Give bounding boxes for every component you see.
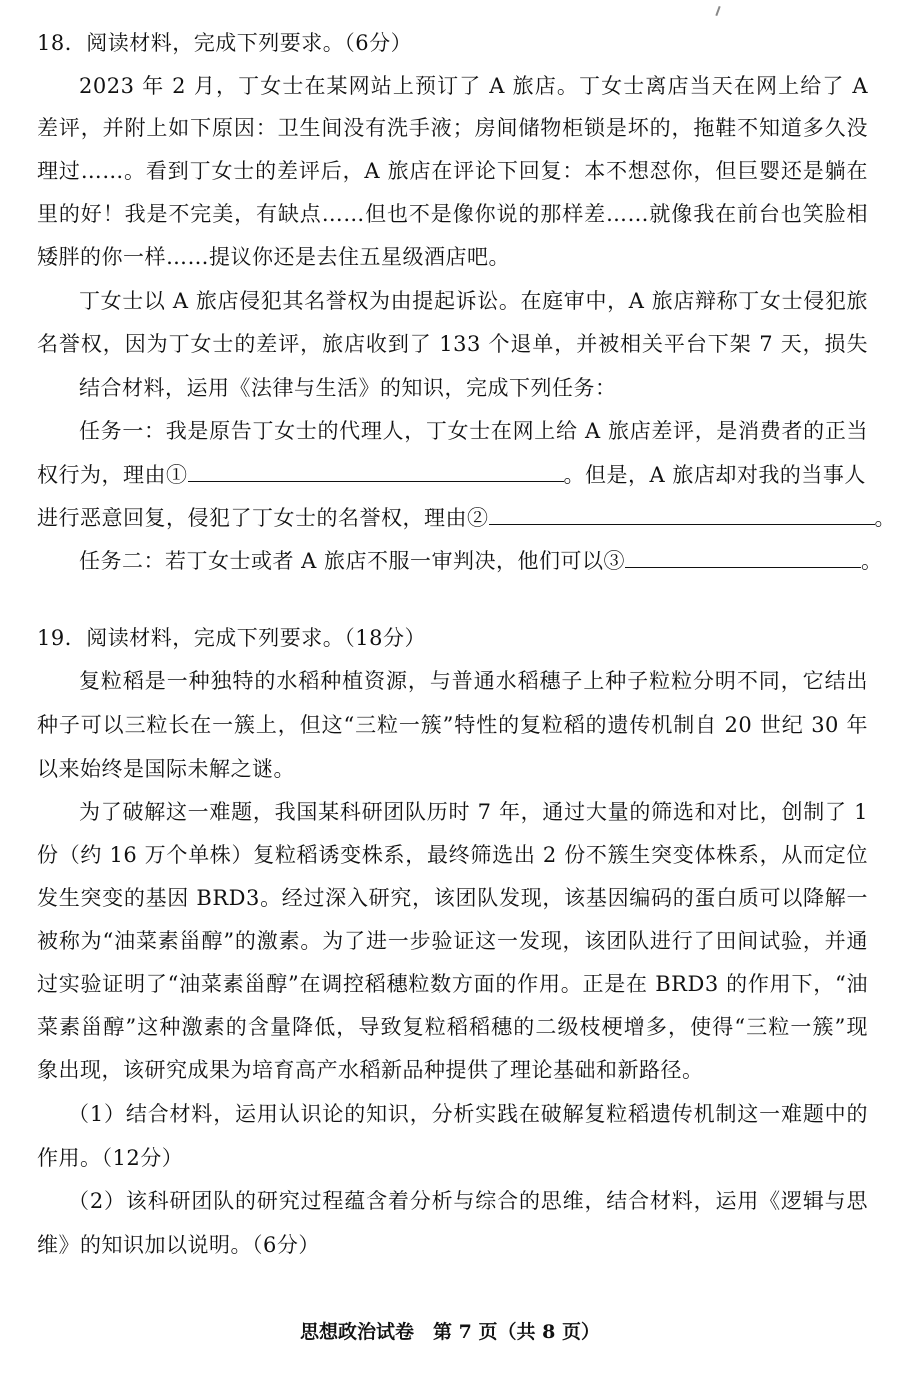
q18-task2-text: 。 (861, 549, 883, 573)
scan-mark (715, 6, 720, 16)
q18-p1-line: 理过……。看到丁女士的差评后，A 旅店在评论下回复：本不想怼你，但巨婴还是躺在 (37, 159, 868, 183)
q19-p2-line: 份（约 16 万个单株）复粒稻诱变株系，最终筛选出 2 份不簇生突变体株系，从而定位 (37, 843, 868, 867)
q18-task2-text: 任务二：若丁女士或者 A 旅店不服一审判决，他们可以③ (79, 549, 626, 573)
q19-p2-line: 菜素甾醇”这种激素的含量降低，导致复粒稻稻穗的二级枝梗增多，使得“三粒一簇”现 (37, 1015, 868, 1039)
q19-sub1-line: 作用。（12分） (37, 1146, 184, 1170)
q19-heading: 19．阅读材料，完成下列要求。（18分） (37, 626, 426, 650)
page-footer: 思想政治试卷 第 7 页（共 8 页） (300, 1321, 600, 1343)
q18-p1-line: 里的好！我是不完美，有缺点……但也不是像你说的那样差……就像我在前台也笑脸相 (37, 202, 868, 226)
answer-blank-2[interactable] (489, 502, 875, 525)
q19-p2-line: 为了破解这一难题，我国某科研团队历时 7 年，通过大量的筛选和对比，创制了 1 (79, 800, 868, 824)
q18-task1-line (37, 502, 896, 532)
q18-task1-text: 。但是，A 旅店却对我的当事人 (563, 463, 866, 487)
q19-p1-line: 种子可以三粒长在一簇上，但这“三粒一簇”特性的复粒稻的遗传机制自 20 世纪 30 年 (37, 713, 868, 737)
q18-p1-line: 差评，并附上如下原因：卫生间没有洗手液；房间储物柜锁是坏的，拖鞋不知道多久没 (37, 116, 868, 140)
q19-sub2-line: 维》的知识加以说明。（6分） (37, 1233, 320, 1257)
q18-task1-line: 任务一：我是原告丁女士的代理人，丁女士在网上给 A 旅店差评，是消费者的正当 (79, 419, 868, 443)
q18-p3: 结合材料，运用《法律与生活》的知识，完成下列任务： (79, 376, 617, 400)
q19-sub2-line: （2）该科研团队的研究过程蕴含着分析与综合的思维，结合材料，运用《逻辑与思 (68, 1189, 868, 1213)
answer-blank-3[interactable] (625, 545, 861, 568)
q18-task2-line (79, 545, 883, 575)
q19-p1-line: 以来始终是国际未解之谜。 (37, 757, 295, 781)
q19-sub1-line: （1）结合材料，运用认识论的知识，分析实践在破解复粒稻遗传机制这一难题中的 (68, 1102, 868, 1126)
q18-p1-line: 2023 年 2 月，丁女士在某网站上预订了 A 旅店。丁女士离店当天在网上给了 A (79, 74, 868, 98)
q18-task1-text: 权行为，理由① (37, 463, 188, 487)
q18-p2-line: 名誉权，因为丁女士的差评，旅店收到了 133 个退单，并被相关平台下架 7 天，损失 (37, 332, 868, 356)
q19-p2-line: 发生突变的基因 BRD3。经过深入研究，该团队发现，该基因编码的蛋白质可以降解一 (37, 886, 868, 910)
q18-task1-line (37, 459, 868, 489)
q18-task1-text: 。 (874, 506, 896, 530)
q19-p2-line: 被称为“油菜素甾醇”的激素。为了进一步验证这一发现，该团队进行了田间试验，并通 (37, 929, 868, 953)
q18-p1-line: 矮胖的你一样……提议你还是去住五星级酒店吧。 (37, 245, 510, 269)
q19-p2-line: 过实验证明了“油菜素甾醇”在调控稻穗粒数方面的作用。正是在 BRD3 的作用下，“油 (37, 972, 868, 996)
q18-heading: 18．阅读材料，完成下列要求。（6分） (37, 31, 413, 55)
q18-p2-line: 丁女士以 A 旅店侵犯其名誉权为由提起诉讼。在庭审中，A 旅店辩称丁女士侵犯旅 (79, 289, 868, 313)
q19-p2-line: 象出现，该研究成果为培育高产水稻新品种提供了理论基础和新路径。 (37, 1058, 704, 1082)
q18-task1-text: 进行恶意回复，侵犯了丁女士的名誉权，理由② (37, 506, 489, 530)
q19-p1-line: 复粒稻是一种独特的水稻种植资源，与普通水稻穗子上种子粒粒分明不同，它结出 (79, 669, 868, 693)
answer-blank-1[interactable] (188, 459, 564, 482)
